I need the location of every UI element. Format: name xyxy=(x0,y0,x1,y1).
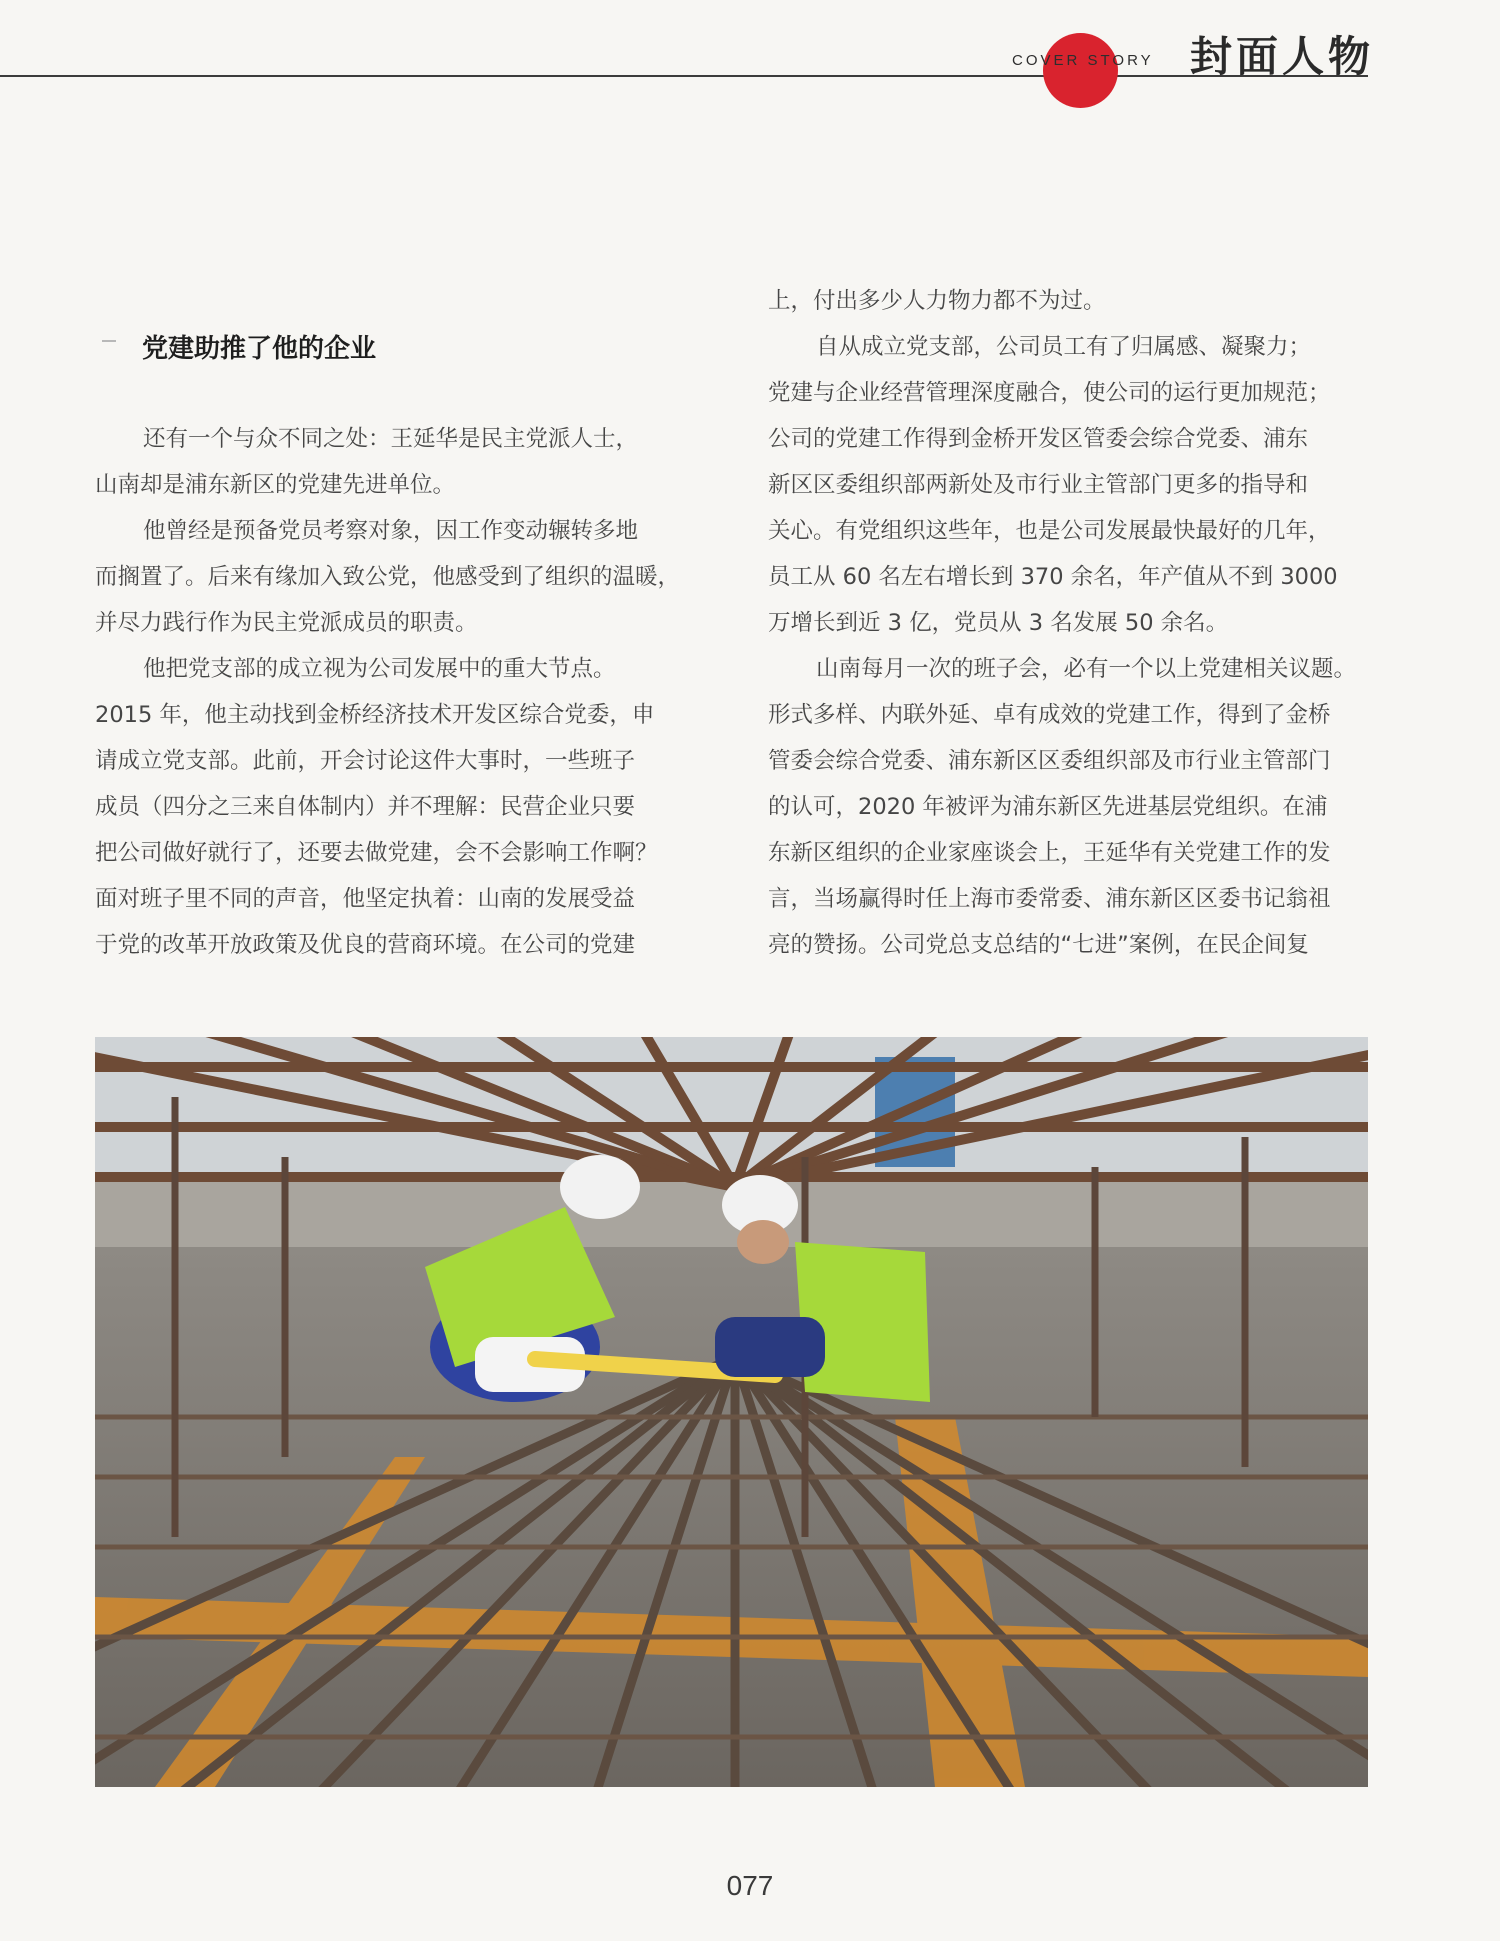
text-line: 把公司做好就行了，还要去做党建，会不会影响工作啊？ xyxy=(95,840,658,866)
text-line: 关心。有党组织这些年，也是公司发展最快最好的几年， xyxy=(768,518,1331,544)
section-title: 党建助推了他的企业 xyxy=(142,334,377,364)
text-line: 形式多样、内联外延、卓有成效的党建工作，得到了金桥 xyxy=(768,702,1331,728)
header-en-label: COVER STORY xyxy=(1012,52,1154,69)
text-line: 而搁置了。后来有缘加入致公党，他感受到了组织的温暖， xyxy=(95,564,681,590)
text-line: 请成立党支部。此前，开会讨论这件大事时，一些班子 xyxy=(95,748,636,774)
header-red-dot xyxy=(1043,33,1118,108)
text-line: 的认可，2020 年被评为浦东新区先进基层党组织。在浦 xyxy=(768,794,1328,820)
text-line: 于党的改革开放政策及优良的营商环境。在公司的党建 xyxy=(95,932,636,958)
construction-photo xyxy=(95,1037,1368,1787)
text-line: 他曾经是预备党员考察对象，因工作变动辗转多地 xyxy=(143,518,639,544)
text-line: 山南每月一次的班子会，必有一个以上党建相关议题。 xyxy=(816,656,1357,682)
section-mark xyxy=(102,340,116,342)
text-line: 成员（四分之三来自体制内）并不理解：民营企业只要 xyxy=(95,794,636,820)
text-line: 还有一个与众不同之处：王延华是民主党派人士， xyxy=(143,426,639,452)
header-rule xyxy=(0,75,1368,77)
text-line: 面对班子里不同的声音，他坚定执着：山南的发展受益 xyxy=(95,886,636,912)
text-line: 党建与企业经营管理深度融合，使公司的运行更加规范； xyxy=(768,380,1331,406)
right-column xyxy=(768,278,1366,968)
text-line: 他把党支部的成立视为公司发展中的重大节点。 xyxy=(143,656,616,682)
page-number: 077 xyxy=(726,1870,774,1901)
left-column xyxy=(95,416,693,968)
rebar-scene-illustration xyxy=(95,1037,1368,1787)
header-cn-label: 封面人物 xyxy=(1190,32,1375,81)
text-line: 2015 年，他主动找到金桥经济技术开发区综合党委，申 xyxy=(95,702,655,728)
text-line: 言，当场赢得时任上海市委常委、浦东新区区委书记翁祖 xyxy=(768,886,1331,912)
text-line: 管委会综合党委、浦东新区区委组织部及市行业主管部门 xyxy=(768,748,1331,774)
text-line: 并尽力践行作为民主党派成员的职责。 xyxy=(95,610,478,636)
text-line: 公司的党建工作得到金桥开发区管委会综合党委、浦东 xyxy=(768,426,1309,452)
text-line: 东新区组织的企业家座谈会上，王延华有关党建工作的发 xyxy=(768,840,1331,866)
text-line: 上，付出多少人力物力都不为过。 xyxy=(768,288,1106,314)
text-line: 员工从 60 名左右增长到 370 余名，年产值从不到 3000 xyxy=(768,564,1338,590)
text-line: 亮的赞扬。公司党总支总结的“七进”案例，在民企间复 xyxy=(768,932,1309,958)
text-line: 万增长到近 3 亿，党员从 3 名发展 50 余名。 xyxy=(768,610,1229,636)
text-line: 新区区委组织部两新处及市行业主管部门更多的指导和 xyxy=(768,472,1309,498)
text-line: 山南却是浦东新区的党建先进单位。 xyxy=(95,472,456,498)
helmet-white xyxy=(560,1155,640,1219)
text-line: 自从成立党支部，公司员工有了归属感、凝聚力； xyxy=(816,334,1312,360)
